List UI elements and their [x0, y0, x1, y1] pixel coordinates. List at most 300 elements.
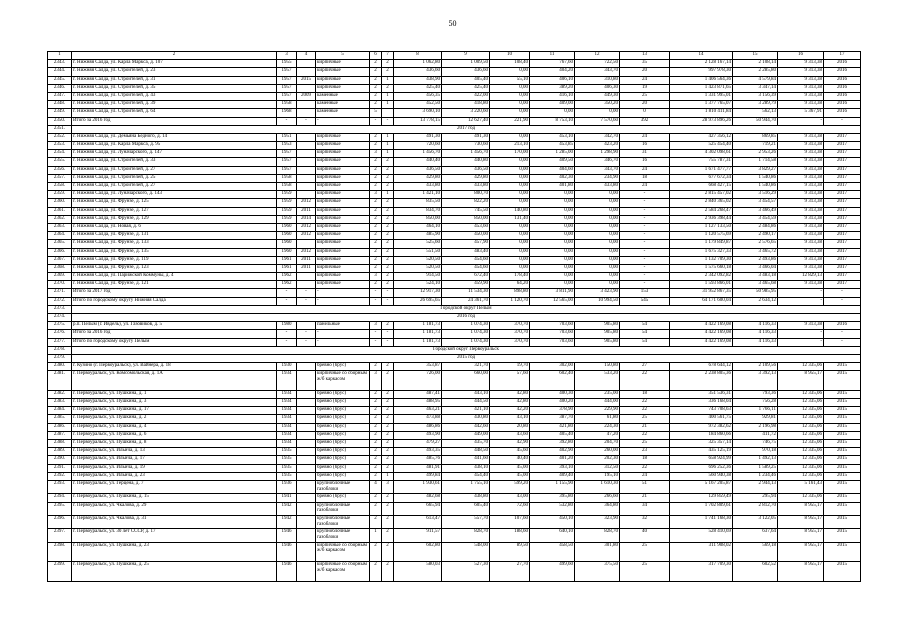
cell-living-area: 11 534,30	[442, 289, 490, 297]
cell-area-a: 8 753,10	[530, 117, 575, 125]
cell-address: г. Первоуральск, ул. Пушкина, д. 3	[72, 399, 277, 407]
cell-cost-per-m2: 2 812,70	[733, 502, 778, 515]
table-row	[48, 502, 861, 515]
cell-limit-cost: 9 313,38	[778, 264, 824, 272]
section-row	[48, 125, 861, 133]
cell-residents: -	[620, 281, 670, 289]
cell-area-b: 235,00	[575, 390, 620, 398]
cell-cost-per-m2: 746,75	[733, 440, 778, 448]
cell-wall-material: крупноблочные газоблоки	[316, 515, 370, 528]
cell-area-b: 61,80	[575, 415, 620, 423]
cell-living-area: 436,60	[442, 68, 490, 76]
cell-wall-material: крупноблочные газоблоки	[316, 502, 370, 515]
cell-entrances: 1	[382, 150, 394, 158]
cell-number: 2387.	[48, 431, 72, 439]
cell-nonresidential-area: 27,70	[490, 562, 530, 582]
cell-area-a: 392,80	[530, 440, 575, 448]
cell-wall-material: бревно (брус)	[316, 423, 370, 431]
cell-area-a: 0,00	[530, 191, 575, 199]
cell-cost: 31 952 867,35	[670, 289, 733, 297]
cell-year-built: 1934	[277, 407, 297, 415]
table-row	[48, 76, 861, 84]
cell-residents: 25	[620, 542, 670, 562]
cell-address: г. Нижняя Салда, ул. Демьяна Бедного, д. 14	[72, 133, 277, 141]
table-row	[48, 542, 861, 562]
cell-floors: 2	[370, 440, 382, 448]
cell-year-built: 1934	[277, 415, 297, 423]
cell-living-area: 24 361,70	[442, 297, 490, 305]
cell-year-renovated	[297, 109, 316, 117]
cell-wall-material: кирпичные	[316, 264, 370, 272]
cell-living-area: 448,50	[442, 448, 490, 456]
cell-total-area: 482,68	[394, 494, 442, 502]
cell-planned-year: 2016	[824, 76, 861, 84]
cell-year-built: 1934	[277, 390, 297, 398]
cell-cost: 4 302 098,61	[670, 150, 733, 158]
cell-planned-year: 2017	[824, 248, 861, 256]
cell-year-built: 1957	[277, 68, 297, 76]
cell-cost: 668 427,15	[670, 183, 733, 191]
cell-area-b: 905,80	[575, 322, 620, 330]
table-row	[48, 256, 861, 264]
cell-living-area: 454,40	[442, 472, 490, 480]
cell-year-renovated	[297, 68, 316, 76]
cell-total-area: 3 690,10	[394, 109, 442, 117]
cell-address: г. Нижняя Салда, ул. Карла Маркса, д. 107	[72, 60, 277, 68]
cell-area-b: 224,30	[575, 423, 620, 431]
cell-number: 2394.	[48, 494, 72, 502]
cell-nonresidential-area: 42,20	[490, 407, 530, 415]
cell-entrances: 2	[382, 60, 394, 68]
table-row	[48, 281, 861, 289]
cell-entrances: 1	[382, 472, 394, 480]
cell-area-b: 905,80	[575, 330, 620, 338]
cell-area-b: 312,50	[575, 464, 620, 472]
cell-entrances: 2	[382, 423, 394, 431]
section-title: 2016 год	[72, 314, 861, 322]
cell-cost-per-m2: 756,28	[733, 399, 778, 407]
table-row	[48, 223, 861, 231]
cell-year-renovated	[297, 472, 316, 480]
cell-year-renovated: 2012	[297, 232, 316, 240]
table-row	[48, 338, 861, 346]
cell-total-area: 1 421,10	[394, 191, 442, 199]
column-number: 12	[575, 52, 620, 60]
cell-area-b: 1 298,90	[575, 150, 620, 158]
cell-nonresidential-area: 370,70	[490, 330, 530, 338]
cell-total-area: 602,80	[394, 542, 442, 562]
cell-wall-material: кирпичные	[316, 207, 370, 215]
cell-residents: 19	[620, 84, 670, 92]
section-row	[48, 305, 861, 313]
cell-total-area: 463,21	[394, 407, 442, 415]
cell-total-area: 525,60	[394, 240, 442, 248]
cell-wall-material: кирпичные	[316, 68, 370, 76]
cell-entrances: 2	[382, 322, 394, 330]
cell-wall-material: каменные	[316, 92, 370, 100]
cell-area-b: 444,00	[575, 399, 620, 407]
cell-year-built: -	[277, 297, 297, 305]
cell-planned-year: 2017	[824, 199, 861, 207]
table-row	[48, 407, 861, 415]
cell-year-renovated	[297, 423, 316, 431]
cell-entrances: 2	[382, 223, 394, 231]
cell-address: г. Нижняя Салда, ул. Строителей, д. 43	[72, 92, 277, 100]
cell-floors: 2	[370, 464, 382, 472]
cell-cost-per-m2: 1 714,58	[733, 158, 778, 166]
cell-living-area: 459,90	[442, 281, 490, 289]
cell-residents: 25	[620, 562, 670, 582]
cell-total-area: 551,50	[394, 248, 442, 256]
cell-address: Итого за 2016 год	[72, 117, 277, 125]
cell-area-b: 722,50	[575, 60, 620, 68]
cell-year-built: 1957	[277, 76, 297, 84]
cell-planned-year: 2015	[824, 399, 861, 407]
cell-year-renovated	[297, 166, 316, 174]
cell-wall-material: каменные	[316, 101, 370, 109]
cell-area-a: 389,20	[530, 84, 575, 92]
cell-year-renovated: 2012	[297, 248, 316, 256]
cell-limit-cost: 9 313,38	[778, 92, 824, 100]
cell-floors: 2	[370, 215, 382, 223]
cell-planned-year: 2017	[824, 240, 861, 248]
cell-floors: 2	[370, 183, 382, 191]
cell-wall-material: кирпичные	[316, 60, 370, 68]
cell-wall-material: кирпичные	[316, 166, 370, 174]
column-number: 11	[530, 52, 575, 60]
cell-year-renovated: 2011	[297, 207, 316, 215]
cell-cost-per-m2: 3 465,68	[733, 281, 778, 289]
cell-living-area: 3 220,60	[442, 109, 490, 117]
cell-residents: 54	[620, 330, 670, 338]
cell-living-area: 422,00	[442, 92, 490, 100]
cell-floors: 2	[370, 399, 382, 407]
cell-wall-material: бревно (брус)	[316, 448, 370, 456]
cell-number: 2365.	[48, 240, 72, 248]
cell-area-a: 405,40	[530, 431, 575, 439]
table-row	[48, 330, 861, 338]
cell-entrances: 2	[382, 494, 394, 502]
table-row	[48, 248, 861, 256]
cell-area-b: 310,80	[575, 76, 620, 84]
cell-year-built: 1957	[277, 150, 297, 158]
cell-planned-year: 2015	[824, 494, 861, 502]
cell-address: Итого по городскому округу Нижняя Салда	[72, 297, 277, 305]
cell-residents: -	[620, 207, 670, 215]
cell-nonresidential-area: 0,00	[490, 166, 530, 174]
cell-cost-per-m2: 1 234,46	[733, 472, 778, 480]
table-row	[48, 456, 861, 464]
cell-area-a: 400,30	[530, 390, 575, 398]
cell-limit-cost: 8 955,17	[778, 502, 824, 515]
cell-area-a: 0,00	[530, 248, 575, 256]
cell-area-a: 395,80	[530, 494, 575, 502]
table-row	[48, 440, 861, 448]
cell-floors: 2	[370, 142, 382, 150]
cell-area-a: 409,50	[530, 158, 575, 166]
cell-limit-cost: 9 313,38	[778, 166, 824, 174]
cell-wall-material: бревно (брус)	[316, 431, 370, 439]
cell-planned-year: 2017	[824, 183, 861, 191]
cell-area-b: 0,00	[575, 281, 620, 289]
cell-area-a: 0,00	[530, 232, 575, 240]
cell-cost-per-m2: 50 944,70	[733, 117, 778, 125]
cell-year-renovated	[297, 150, 316, 158]
cell-area-a: 302,00	[530, 363, 575, 371]
cell-address: г. Первоуральск, ул. Ильича, д. 13	[72, 448, 277, 456]
cell-nonresidential-area: 0,00	[490, 92, 530, 100]
cell-residents: 51	[620, 480, 670, 493]
cell-wall-material: кирпичные	[316, 76, 370, 84]
cell-floors: 3	[370, 371, 382, 391]
cell-wall-material: кирпичные	[316, 232, 370, 240]
cell-wall-material: кирпичные	[316, 183, 370, 191]
cell-area-a: 453,10	[530, 133, 575, 141]
cell-wall-material: кирпичные	[316, 281, 370, 289]
cell-year-renovated	[297, 529, 316, 542]
cell-year-renovated	[297, 273, 316, 281]
cell-floors: 2	[370, 76, 382, 84]
cell-residents: -	[620, 215, 670, 223]
cell-planned-year: 2016	[824, 101, 861, 109]
cell-living-area: 321,70	[442, 363, 490, 371]
cell-wall-material: бревно (брус)	[316, 494, 370, 502]
cell-living-area: 660,00	[442, 371, 490, 391]
cell-number: 2359.	[48, 191, 72, 199]
cell-address: г. Нижняя Салда, ул. Строителей, д. 31	[72, 76, 277, 84]
cell-nonresidential-area: 42,90	[490, 440, 530, 448]
cell-cost-per-m2: 3 122,05	[733, 515, 778, 528]
cell-living-area: 1 755,10	[442, 480, 490, 493]
cell-cost-per-m2: 1 540,86	[733, 183, 778, 191]
cell-area-a: 703,60	[530, 330, 575, 338]
cell-living-area: 1 074,30	[442, 322, 490, 330]
cell-total-area: 1 456,70	[394, 150, 442, 158]
cell-entrances: 2	[382, 232, 394, 240]
cell-total-area: 479,27	[394, 440, 442, 448]
cell-nonresidential-area: 40,40	[490, 456, 530, 464]
cell-cost: 2 238 805,36	[670, 371, 733, 391]
cell-year-built: 1980	[277, 322, 297, 330]
cell-nonresidential-area: 89,50	[490, 542, 530, 562]
cell-cost: 677 672,34	[670, 174, 733, 182]
cell-year-built: 1930	[277, 363, 297, 371]
cell-limit-cost: 9 313,38	[778, 223, 824, 231]
cell-area-a: 458,50	[530, 542, 575, 562]
cell-year-renovated	[297, 456, 316, 464]
table-row	[48, 371, 861, 391]
cell-limit-cost: 12 335,06	[778, 440, 824, 448]
cell-wall-material: кирпичные	[316, 142, 370, 150]
cell-total-area: 720,60	[394, 142, 442, 150]
cell-year-built: 1935	[277, 448, 297, 456]
cell-year-renovated: 2015	[297, 76, 316, 84]
cell-area-a: 421,80	[530, 423, 575, 431]
cell-entrances: 1	[382, 191, 394, 199]
cell-number: 2348.	[48, 101, 72, 109]
cell-living-area: 418,80	[442, 101, 490, 109]
cell-residents: 18	[620, 390, 670, 398]
section-row	[48, 354, 861, 362]
cell-floors: 1	[370, 529, 382, 542]
cell-total-area: 493,90	[394, 431, 442, 439]
cell-number: 2393.	[48, 480, 72, 493]
cell-total-area: 911,57	[394, 529, 442, 542]
table-row	[48, 322, 861, 330]
cell-number: 2396.	[48, 515, 72, 528]
cell-floors: 2	[370, 542, 382, 562]
cell-area-b: 364,80	[575, 502, 620, 515]
cell-year-renovated	[297, 399, 316, 407]
table-row	[48, 68, 861, 76]
cell-cost: 1 331 995,01	[670, 92, 733, 100]
cell-year-renovated: -	[297, 297, 316, 305]
cell-cost-per-m2: 4 579,84	[733, 76, 778, 84]
cell-cost: 1 702 809,61	[670, 502, 733, 515]
cell-number: 2383.	[48, 399, 72, 407]
cell-address: г. Первоуральск, ул. Пушкина, д. 17	[72, 407, 277, 415]
cell-wall-material: кирпичные	[316, 84, 370, 92]
section-row	[48, 314, 861, 322]
column-number: 1	[48, 52, 72, 60]
cell-cost: 64 171 600,04	[670, 297, 733, 305]
cell-planned-year: 2015	[824, 472, 861, 480]
cell-number: 2363.	[48, 223, 72, 231]
cell-cost: 696 252,36	[670, 464, 733, 472]
cell-entrances: 2	[382, 183, 394, 191]
cell-cost: 1 741 168,30	[670, 515, 733, 528]
cell-cost-per-m2: 569,18	[733, 542, 778, 562]
cell-cost-per-m2: 2 634,12	[733, 297, 778, 305]
cell-cost-per-m2: 2 576,65	[733, 240, 778, 248]
cell-total-area: 438,90	[394, 76, 442, 84]
cell-year-built: 1958	[277, 183, 297, 191]
cell-number: 2390.	[48, 456, 72, 464]
cell-year-renovated	[297, 363, 316, 371]
cell-wall-material: панельные	[316, 322, 370, 330]
cell-wall-material: кирпичные	[316, 150, 370, 158]
cell-limit-cost: 12 335,06	[778, 456, 824, 464]
cell-number: 2344.	[48, 68, 72, 76]
cell-floors: -	[370, 289, 382, 297]
cell-limit-cost: 9 313,38	[778, 322, 824, 330]
cell-number: 2398.	[48, 542, 72, 562]
cell-number: 2367.	[48, 256, 72, 264]
cell-cost: 1 406 564,36	[670, 76, 733, 84]
cell-area-b: 0,00	[575, 199, 620, 207]
cell-living-area: 440,80	[442, 158, 490, 166]
cell-residents: 22	[620, 464, 670, 472]
cell-entrances: 2	[382, 448, 394, 456]
cell-year-built: 1953	[277, 142, 297, 150]
cell-residents: 35	[620, 60, 670, 68]
cell-living-area: 800,70	[442, 191, 490, 199]
cell-total-area: 486,86	[394, 423, 442, 431]
cell-year-renovated: -	[297, 338, 316, 346]
cell-number: 2368.	[48, 264, 72, 272]
cell-floors: 2	[370, 448, 382, 456]
cell-living-area: 425,40	[442, 84, 490, 92]
cell-year-built: 1960	[277, 248, 297, 256]
cell-cost: 525 454,40	[670, 142, 733, 150]
cell-limit-cost: 12 335,06	[778, 464, 824, 472]
cell-planned-year: 2016	[824, 68, 861, 76]
cell-floors: 2	[370, 133, 382, 141]
cell-cost: 2 840 365,02	[670, 199, 733, 207]
cell-wall-material: бревно (брус)	[316, 363, 370, 371]
cell-nonresidential-area: 0,00	[490, 101, 530, 109]
cell-number: 2382.	[48, 390, 72, 398]
cell-area-a: 402,30	[530, 174, 575, 182]
table-row	[48, 480, 861, 493]
cell-nonresidential-area: 213,10	[490, 142, 530, 150]
cell-year-built: 1961	[277, 264, 297, 272]
cell-area-b: 343,70	[575, 166, 620, 174]
cell-cost-per-m2: 1 492,13	[733, 456, 778, 464]
cell-year-built: 1961	[277, 256, 297, 264]
cell-living-area: 421,10	[442, 407, 490, 415]
cell-year-renovated	[297, 415, 316, 423]
cell-area-b: 0,00	[575, 273, 620, 281]
cell-wall-material: кирпичные со сборным ж/б каркасом	[316, 371, 370, 391]
cell-number: 2389.	[48, 448, 72, 456]
cell-planned-year: 2017	[824, 281, 861, 289]
cell-residents: -	[620, 273, 670, 281]
cell-planned-year: 2017	[824, 142, 861, 150]
cell-residents: -	[620, 256, 670, 264]
cell-cost: 1 132 709,30	[670, 256, 733, 264]
cell-wall-material: кирпичные	[316, 215, 370, 223]
cell-nonresidential-area: 0,00	[490, 68, 530, 76]
cell-cost-per-m2: 2 953,26	[733, 150, 778, 158]
cell-area-b: 0,00	[575, 256, 620, 264]
cell-number: 2386.	[48, 423, 72, 431]
cell-address: г. Первоуральск, ул. Пушкина, д. 23	[72, 542, 277, 562]
cell-number: 2373.	[48, 305, 72, 313]
cell-area-a: 404,20	[530, 68, 575, 76]
cell-planned-year: -	[824, 330, 861, 338]
cell-total-area: 473,88	[394, 415, 442, 423]
cell-address: г. Первоуральск, ул. Пушкина, д. 25	[72, 562, 277, 582]
cell-wall-material: кирпичные	[316, 248, 370, 256]
cell-address: г. Нижняя Салда, ул. Строителей, д. 25	[72, 174, 277, 182]
cell-number: 2385.	[48, 415, 72, 423]
cell-cost: 325 357,14	[670, 440, 733, 448]
cell-limit-cost: -	[778, 289, 824, 297]
cell-nonresidential-area: 20,80	[490, 423, 530, 431]
cell-limit-cost: 9 313,38	[778, 158, 824, 166]
cell-living-area: 1 456,70	[442, 150, 490, 158]
cell-residents: 18	[620, 456, 670, 464]
cell-nonresidential-area: 43,00	[490, 494, 530, 502]
cell-cost: 743 708,63	[670, 407, 733, 415]
cell-number: 2350.	[48, 117, 72, 125]
cell-nonresidential-area: 188,60	[490, 529, 530, 542]
cell-cost: 400 561,75	[670, 415, 733, 423]
cell-floors: 2	[370, 207, 382, 215]
cell-area-a: 0,00	[530, 207, 575, 215]
cell-area-a: 1 285,00	[530, 150, 575, 158]
column-number: 9	[442, 52, 490, 60]
cell-planned-year: -	[824, 297, 861, 305]
table-row	[48, 273, 861, 281]
cell-nonresidential-area: 370,70	[490, 338, 530, 346]
column-number: 5	[316, 52, 370, 60]
cell-floors: -	[370, 297, 382, 305]
cell-planned-year: 2017	[824, 256, 861, 264]
cell-number: 2395.	[48, 502, 72, 515]
cell-limit-cost: 12 335,06	[778, 448, 824, 456]
